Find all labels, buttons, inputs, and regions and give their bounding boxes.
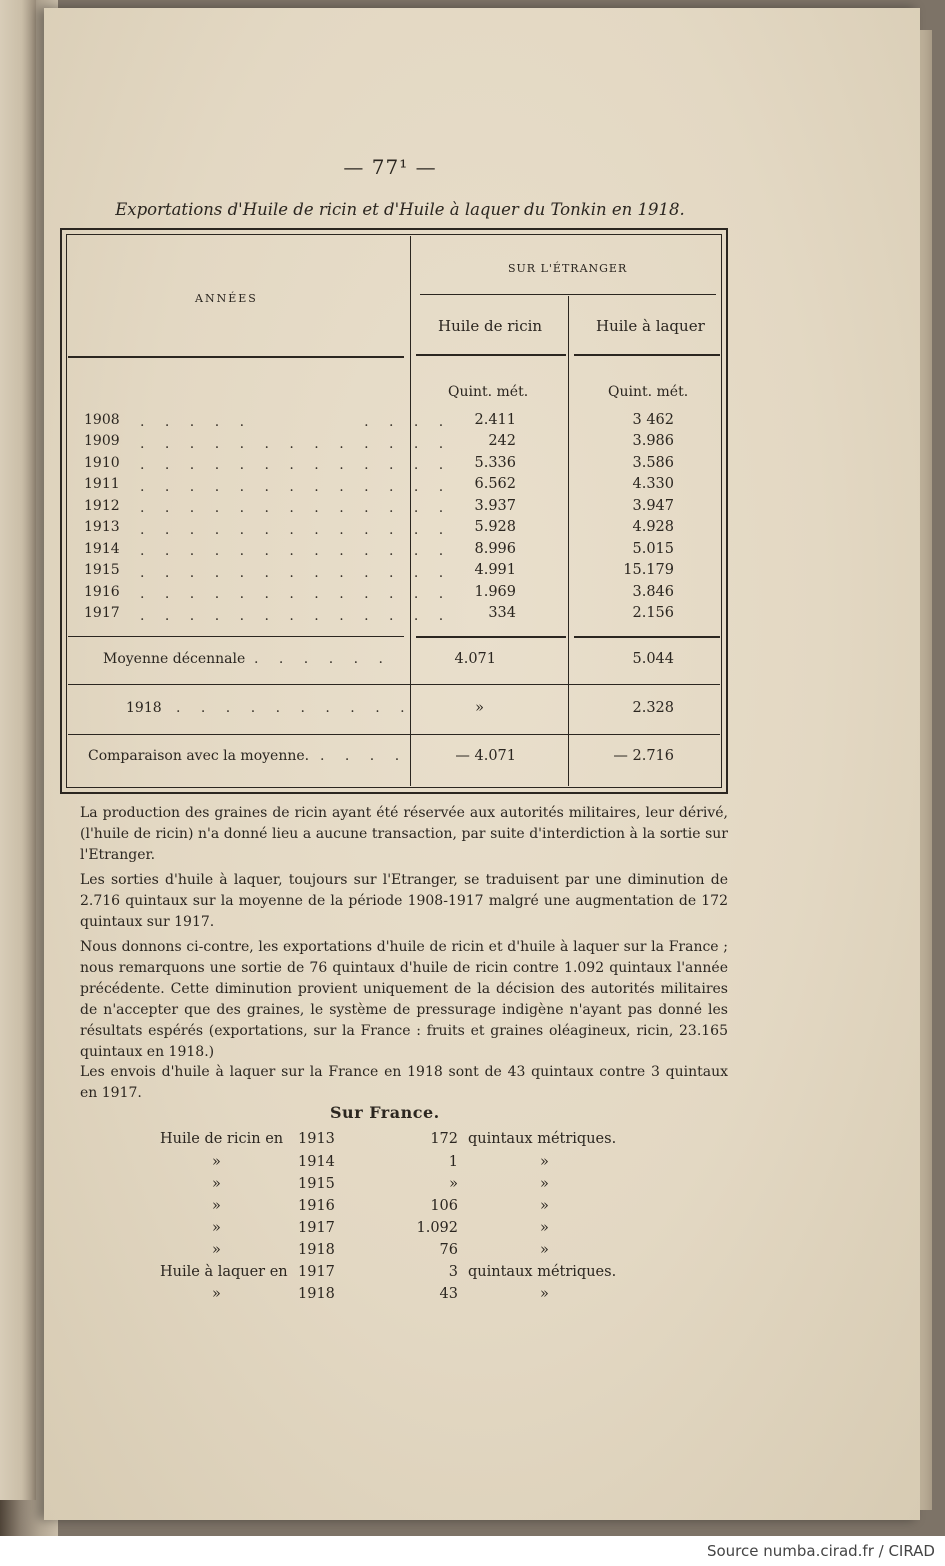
row-ricin: 8.996 xyxy=(474,541,516,557)
year-1918-label: 1918 xyxy=(126,700,162,716)
row-year: 1910 xyxy=(84,455,120,471)
leader-dots: . . . . . . xyxy=(254,651,391,667)
row-laquer: 4.330 xyxy=(632,476,674,492)
sf-qty: » xyxy=(449,1176,458,1192)
leader-dots: . . . . . . . . . . xyxy=(176,700,413,716)
row-laquer: 2.156 xyxy=(632,605,674,621)
sf-unit: » xyxy=(540,1286,549,1302)
sf-product: Huile à laquer en xyxy=(160,1264,288,1280)
rule-after-moyenne xyxy=(68,684,720,685)
header-rule-years xyxy=(68,356,404,358)
row-ricin: 5.928 xyxy=(474,519,516,535)
row-year: 1914 xyxy=(84,541,120,557)
sf-product: » xyxy=(212,1176,221,1192)
column-header-laquer: Huile à laquer xyxy=(596,317,705,335)
sf-year: 1917 xyxy=(298,1264,335,1280)
row-laquer: 4.928 xyxy=(632,519,674,535)
row-year: 1908 xyxy=(84,412,120,428)
row-laquer: 3.846 xyxy=(632,584,674,600)
leader-dots: . . . . . . . . . . . . . . . . . . . . . . . . . . . . . . . . . . . . . . . . . . . . . . . . . . . . . . . . . . . . . . . . . . . . . . . . . . . . . . . . . . . . . . . . . . . . . . . . . . . . . . . . . . . . . . . . . . . . . . . . . . . . . . xyxy=(140,414,452,624)
paragraph: La production des graines de ricin ayant été réservée aux autorités militaires, leur dérivé, (l'huile de ricin) n'a donné lieu a aucune transaction, par suite d'interdiction à la sortie sur l'Etranger. xyxy=(80,805,728,863)
rule-after-years-laquer xyxy=(574,636,720,638)
row-laquer: 3.986 xyxy=(632,433,674,449)
comparaison-label: Comparaison avec la moyenne. xyxy=(88,748,310,764)
sf-year: 1913 xyxy=(298,1131,335,1147)
sf-unit: quintaux métriques. xyxy=(468,1264,617,1280)
row-ricin: 4.991 xyxy=(474,562,516,578)
moyenne-ricin: 4.071 xyxy=(454,651,496,667)
row-laquer: 15.179 xyxy=(623,562,674,578)
paragraph: Nous donnons ci-contre, les exportations d'huile de ricin et d'huile à laquer sur la France ; nous remarquons une sortie de 76 quintaux d'huile de ricin contre 1.092 quintaux l'année précédente. Cette diminution provient uniquement de la décision des autorités militaires de n'accepter que des graines, le système de pressurage indigène n'ayant pas donné les résultats espérés (exportations, sur la France : fruits et graines oléagineux, ricin, 23.165 quintaux en 1918.) xyxy=(80,939,728,1060)
source-credit: Source numba.cirad.fr / CIRAD xyxy=(706,1542,935,1560)
paragraph: Les envois d'huile à laquer sur la France en 1918 sont de 43 quintaux contre 3 quintaux en 1917. xyxy=(80,1064,728,1101)
paragraph: Les sorties d'huile à laquer, toujours sur l'Etranger, se traduisent par une diminution de 2.716 quintaux sur la moyenne de la période 1908-1917 malgré une augmentation de 172 quintaux sur 1917. xyxy=(80,872,728,930)
sf-qty: 106 xyxy=(430,1198,458,1214)
sf-product: » xyxy=(212,1220,221,1236)
rule-after-years-ricin xyxy=(416,636,566,638)
sf-unit: quintaux métriques. xyxy=(468,1131,617,1147)
year-1918-ricin: » xyxy=(475,700,484,716)
sf-qty: 172 xyxy=(430,1131,458,1147)
comparaison-ricin: — 4.071 xyxy=(455,748,516,764)
row-year: 1916 xyxy=(84,584,120,600)
rule-after-1918 xyxy=(68,734,720,735)
sf-qty: 1 xyxy=(448,1154,458,1170)
row-ricin: 2.411 xyxy=(474,412,516,428)
sf-product: » xyxy=(212,1198,221,1214)
sf-product: » xyxy=(212,1154,221,1170)
table-title: Exportations d'Huile de ricin et d'Huile à laquer du Tonkin en 1918. xyxy=(115,200,685,219)
column-divider-products xyxy=(568,296,569,786)
sur-france-title: Sur France. xyxy=(330,1103,440,1122)
sf-product: » xyxy=(212,1286,221,1302)
row-year: 1913 xyxy=(84,519,120,535)
sf-qty: 1.092 xyxy=(416,1220,458,1236)
header-rule-laquer xyxy=(574,354,720,356)
sf-qty: 43 xyxy=(439,1286,458,1302)
year-1918-laquer: 2.328 xyxy=(632,700,674,716)
page-number: — 77¹ — xyxy=(343,155,437,179)
sf-year: 1918 xyxy=(298,1286,335,1302)
row-laquer: 3.947 xyxy=(632,498,674,514)
page-stack-edge xyxy=(918,30,932,1510)
leader-dots: . . . . xyxy=(320,748,408,764)
row-ricin: 6.562 xyxy=(474,476,516,492)
column-header-ricin: Huile de ricin xyxy=(438,317,543,335)
row-year: 1909 xyxy=(84,433,120,449)
row-laquer: 3 462 xyxy=(632,412,674,428)
sf-product: Huile de ricin en xyxy=(160,1131,284,1147)
sf-product: » xyxy=(212,1242,221,1258)
sf-unit: » xyxy=(540,1198,549,1214)
sf-year: 1918 xyxy=(298,1242,335,1258)
moyenne-laquer: 5.044 xyxy=(632,651,674,667)
row-ricin: 242 xyxy=(488,433,516,449)
rule-after-years xyxy=(68,636,404,637)
sf-qty: 3 xyxy=(448,1264,458,1280)
row-ricin: 3.937 xyxy=(474,498,516,514)
header-group-etranger: SUR L'ÉTRANGER xyxy=(508,262,628,275)
header-rule-ricin xyxy=(416,354,566,356)
sf-unit: » xyxy=(540,1154,549,1170)
sf-year: 1914 xyxy=(298,1154,335,1170)
sf-unit: » xyxy=(540,1176,549,1192)
moyenne-label: Moyenne décennale xyxy=(103,651,246,667)
facing-page-edge xyxy=(0,0,36,1500)
row-ricin: 5.336 xyxy=(474,455,516,471)
group-header-rule xyxy=(420,294,716,295)
row-ricin: 334 xyxy=(488,605,516,621)
unit-ricin: Quint. mét. xyxy=(448,384,529,400)
row-year: 1912 xyxy=(84,498,120,514)
row-laquer: 5.015 xyxy=(632,541,674,557)
sf-unit: » xyxy=(540,1220,549,1236)
sf-qty: 76 xyxy=(439,1242,458,1258)
row-ricin: 1.969 xyxy=(474,584,516,600)
sf-year: 1915 xyxy=(298,1176,335,1192)
row-laquer: 3.586 xyxy=(632,455,674,471)
unit-laquer: Quint. mét. xyxy=(608,384,689,400)
sf-year: 1916 xyxy=(298,1198,335,1214)
sf-unit: » xyxy=(540,1242,549,1258)
row-year: 1915 xyxy=(84,562,120,578)
sf-year: 1917 xyxy=(298,1220,335,1236)
comparaison-laquer: — 2.716 xyxy=(613,748,674,764)
row-year: 1917 xyxy=(84,605,120,621)
header-years: ANNÉES xyxy=(195,292,258,305)
row-year: 1911 xyxy=(84,476,120,492)
